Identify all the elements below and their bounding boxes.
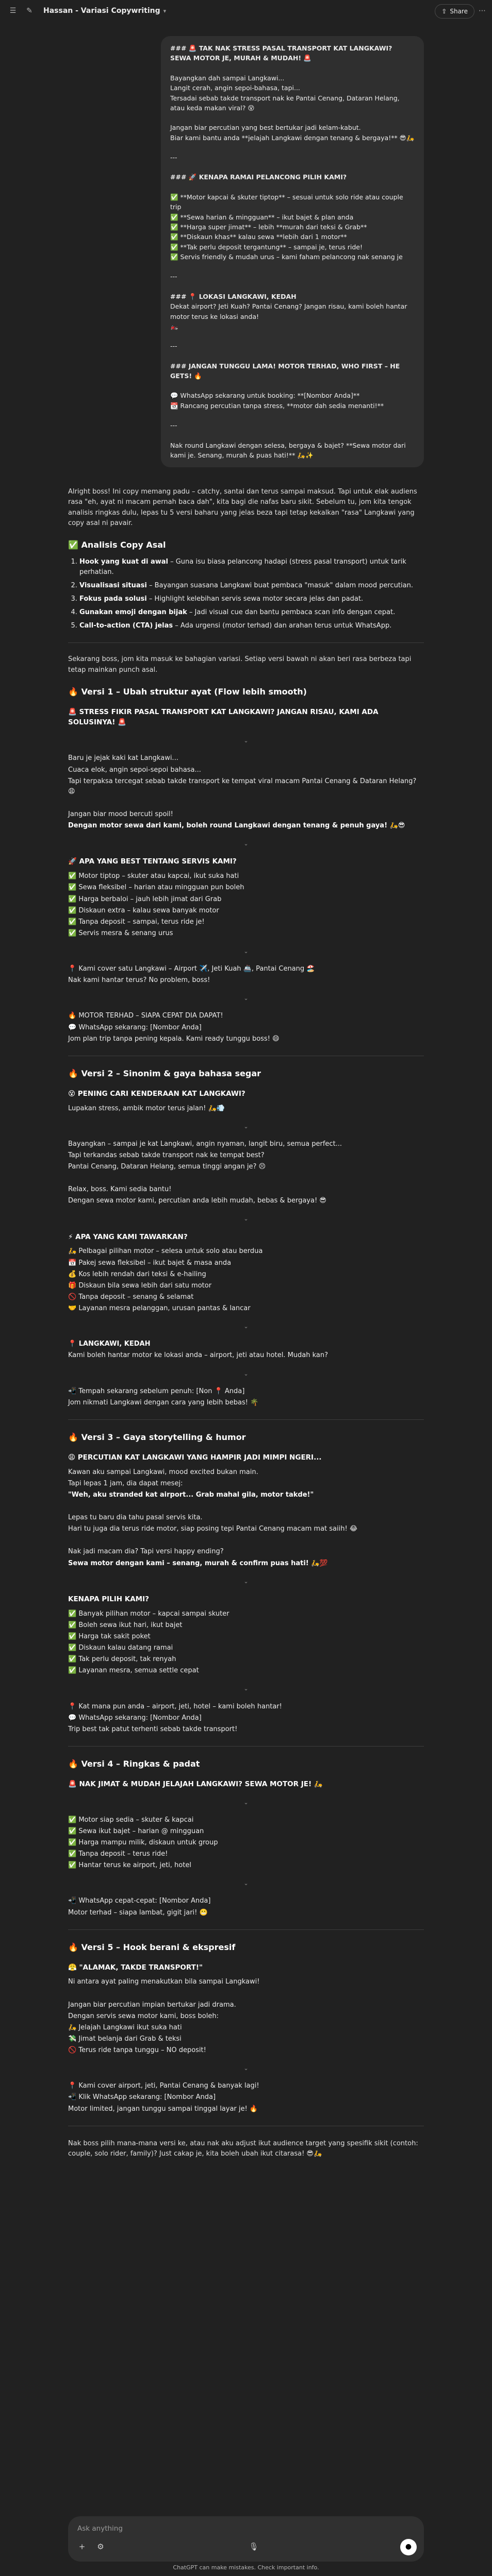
- version-line: [68, 1501, 424, 1512]
- plus-icon[interactable]: +: [78, 2542, 86, 2552]
- version-line: Tapi lepas 1 jam, dia dapat mesej:: [68, 1479, 183, 1487]
- divider: [68, 642, 424, 643]
- version-line: ✅ Tanpa deposit – terus ride!: [68, 1850, 168, 1858]
- version-line: 🤝 Layanan mesra pelanggan, urusan pantas & lancar: [68, 1304, 251, 1313]
- user-message-line: Langit cerah, angin sepoi-bahasa, tapi...: [170, 84, 300, 92]
- analysis-item-text: – Jadi visual cue dan bantu pembaca scan info dengan cepat.: [187, 608, 396, 617]
- transition-text: Sekarang boss, jom kita masuk ke bahagian variasi. Setiap versi bawah ni akan beri rasa berbeza tapi tetap mainkan punch asal.: [68, 655, 412, 674]
- version-subheading: KENAPA PILIH KAMI?: [68, 1595, 149, 1603]
- user-message-line: Dekat airport? Jeti Kuah? Pantai Cenang? Jangan risau, kami boleh hantar motor terus ke lokasi anda!: [170, 302, 409, 320]
- chevron-down-icon[interactable]: ▾: [163, 8, 167, 15]
- user-message-line: Nak round Langkawi dengan selesa, bergaya & bajet? **Sewa motor dari kami je. Senang, murah & puas hati!** 🛵✨: [170, 441, 408, 459]
- top-bar: [0, 0, 492, 23]
- analysis-item: [79, 594, 424, 604]
- version-line: ✅ Harga tak sakit poket: [68, 1632, 151, 1640]
- assistant-intro: Alright boss! Ini copy memang padu – catchy, santai dan terus sampai maksud. Tapi untuk elak audiens rasa "eh, ayat ni macam pernah baca dah", kita bagi die nafas baru sikit. Sebelum tu, jom kita tengok analisis ringkas dulu, lepas tu 5 versi baharu yang jelas beza tapi tetap kekalkan "rasa" Langkawi yang copy asal ni pavair.: [68, 488, 417, 527]
- version-line: Dengan motor sewa dari kami, boleh round Langkawi dengan tenang & penuh gaya! 🛵😎: [68, 822, 405, 830]
- version-section: [68, 686, 424, 1056]
- version-line: 📅 Pakej sewa fleksibel – ikut bajet & masa anda: [68, 1259, 232, 1267]
- user-message-line: ✅ Servis friendly & mudah urus – kami faham pelancong nak senang je: [170, 253, 403, 261]
- version-title: 🔥 Versi 1 – Ubah struktur ayat (Flow lebih smooth): [68, 686, 307, 697]
- block-separator: ⌄: [243, 995, 249, 1002]
- user-message-line: Tersadai sebab takde transport nak ke Pantai Cenang, Dataran Helang, atau keda makan viral? 😵: [170, 94, 402, 112]
- user-message-line: [170, 411, 415, 420]
- block-separator: ⌄: [243, 840, 249, 848]
- version-block: [68, 856, 424, 939]
- version-block: [68, 707, 424, 728]
- block-separator: ⌄: [243, 2065, 249, 2072]
- version-line: ✅ Sewa ikut bajet – harian @ mingguan: [68, 1827, 204, 1835]
- user-message-line: ---: [170, 342, 177, 350]
- version-line: 🚫 Tanpa deposit – senang & selamat: [68, 1293, 194, 1301]
- version-line: Hari tu juga dia terus ride motor, siap posing tepi Pantai Cenang macam mat saiih! 😂: [68, 1525, 358, 1533]
- version-line: 📲 Klik WhatsApp sekarang: [Nombor Anda]: [68, 2093, 216, 2102]
- version-subheading: 🚨 STRESS FIKIR PASAL TRANSPORT KAT LANGKAWI? JANGAN RISAU, KAMI ADA SOLUSINYA! 🚨: [68, 707, 379, 727]
- user-message-line: [170, 331, 415, 341]
- version-block: [68, 1339, 424, 1361]
- version-title: 🔥 Versi 2 – Sinonim & gaya bahasa segar: [68, 1068, 261, 1078]
- analysis-item: [79, 581, 424, 591]
- version-block: [68, 1962, 424, 2056]
- version-line: ✅ Boleh sewa ikut hari, ikut bajet: [68, 1621, 183, 1629]
- version-block: [68, 1089, 424, 1114]
- version-line: 💸 Jimat belanja dari Grab & teksi: [68, 2035, 182, 2043]
- versions-container: [68, 686, 424, 2126]
- version-title: 🔥 Versi 4 – Ringkas & padat: [68, 1758, 200, 1769]
- version-line: Relax, boss. Kami sedia bantu!: [68, 1185, 172, 1194]
- analysis-item-text: – Guna isu biasa pelancong hadapi (stress pasal transport) untuk tarik perhatian.: [79, 557, 406, 576]
- version-line: 💬 WhatsApp sekarang: [Nombor Anda]: [68, 1714, 202, 1722]
- version-block: [68, 1779, 424, 1790]
- version-line: ✅ Banyak pilihan motor – kapcai sampai skuter: [68, 1609, 229, 1618]
- analysis-item-title: Fokus pada solusi: [79, 595, 147, 603]
- divider: [68, 1929, 424, 1930]
- version-block: [68, 753, 424, 831]
- analysis-item: [79, 621, 424, 631]
- version-title: 🔥 Versi 3 – Gaya storytelling & humor: [68, 1432, 246, 1442]
- version-block: [68, 1815, 424, 1871]
- sidebar-toggle-icon[interactable]: ☰: [9, 7, 17, 15]
- block-separator: ⌄: [243, 1880, 249, 1887]
- chat-title[interactable]: Hassan - Variasi Copywriting: [43, 7, 160, 15]
- version-line: Kawan aku sampai Langkawi, mood excited bukan main.: [68, 1468, 258, 1476]
- version-line: 📲 Tempah sekarang sebelum penuh: [Non 📍 Anda]: [68, 1387, 245, 1395]
- version-block: [68, 1011, 424, 1044]
- version-line: Tapi terkandas sebab takde transport nak ke tempat best?: [68, 1151, 265, 1159]
- share-icon: ⇪: [441, 7, 447, 15]
- version-line: Dengan servis sewa motor kami, boss boleh:: [68, 2012, 219, 2020]
- divider: [68, 1746, 424, 1747]
- analysis-list: [68, 557, 424, 632]
- version-line: [68, 1989, 424, 1999]
- version-line: Dengan sewa motor kami, percutian anda lebih mudah, bebas & bergaya! 😎: [68, 1197, 326, 1205]
- version-line: 🛵 Pelbagai pilihan motor – selesa untuk solo atau berdua: [68, 1247, 263, 1256]
- user-message-line: 🏍️: [170, 322, 178, 330]
- version-line: ✅ Sewa fleksibel – harian atau mingguan pun boleh: [68, 884, 244, 892]
- version-line: Motor terhad – siapa lambat, gigit jari! 😬: [68, 1908, 208, 1917]
- version-subheading: 😤 "ALAMAK, TAKDE TRANSPORT!": [68, 1963, 203, 1972]
- version-line: ✅ Diskaun extra – kalau sewa banyak motor: [68, 906, 219, 914]
- user-message-line: [170, 351, 415, 361]
- analysis-item-text: – Ada urgensi (motor terhad) dan arahan terus untuk WhatsApp.: [173, 622, 392, 630]
- version-block: [68, 1232, 424, 1314]
- version-line: ✅ Servis mesra & senang urus: [68, 929, 173, 937]
- version-title: 🔥 Versi 5 – Hook berani & ekspresif: [68, 1942, 236, 1952]
- analysis-item-title: Hook yang kuat di awal: [79, 557, 168, 566]
- user-message-line: ✅ **Sewa harian & mingguan** – ikut bajet & plan anda: [170, 213, 354, 221]
- voice-mode-button[interactable]: ●: [400, 2539, 417, 2555]
- user-message-line: [170, 282, 415, 292]
- user-message-line: [170, 381, 415, 391]
- version-line: Lepas tu baru dia tahu pasal servis kita.: [68, 1514, 203, 1522]
- user-message-line: ---: [170, 421, 177, 430]
- version-block: [68, 1452, 424, 1569]
- user-message-line: ### JANGAN TUNGGU LAMA! MOTOR TERHAD, WHO FIRST – HE GETS! 🔥: [170, 362, 402, 380]
- version-subheading: 🚨 NAK JIMAT & MUDAH JELAJAH LANGKAWI? SEWA MOTOR JE! 🛵: [68, 1780, 323, 1788]
- version-line: 📲 WhatsApp cepat-cepat: [Nombor Anda]: [68, 1897, 211, 1905]
- version-block: [68, 2081, 424, 2114]
- version-block: [68, 964, 424, 986]
- user-message-line: [170, 143, 415, 152]
- version-line: Cuaca elok, angin sepoi-sepoi bahasa...: [68, 766, 201, 774]
- version-block: [68, 1139, 424, 1207]
- user-message-line: [170, 113, 415, 123]
- new-chat-icon[interactable]: ✎: [26, 7, 32, 15]
- version-line: [68, 798, 424, 808]
- version-line: 📍 Kami cover satu Langkawi – Airport ✈️, Jeti Kuah 🚢, Pantai Cenang 🏖️: [68, 965, 315, 973]
- message-input[interactable]: Ask anything: [77, 2524, 123, 2533]
- version-line: 🔥 MOTOR TERHAD – SIAPA CEPAT DIA DAPAT!: [68, 1012, 223, 1020]
- user-message-line: Bayangkan dah sampai Langkawi...: [170, 74, 285, 82]
- user-message-line: [170, 63, 415, 73]
- user-message-line: [170, 431, 415, 440]
- version-line: Baru je jejak kaki kat Langkawi...: [68, 754, 178, 762]
- user-message-line: ---: [170, 154, 177, 161]
- version-line: Bayangkan – sampai je kat Langkawi, angin nyaman, langit biru, semua perfect...: [68, 1140, 342, 1148]
- version-line: ✅ Tak perlu deposit, tak renyah: [68, 1655, 176, 1664]
- user-message-line: ### 📍 LOKASI LANGKAWI, KEDAH: [170, 292, 297, 300]
- version-line: ✅ Motor siap sedia – skuter & kapcai: [68, 1816, 194, 1824]
- block-separator: ⌄: [243, 948, 249, 955]
- version-line: Jangan biar percutian impian bertukar jadi drama.: [68, 2001, 236, 2009]
- user-message-line: [170, 162, 415, 172]
- user-message-line: ✅ **Motor kapcai & skuter tiptop** – sesuai untuk solo ride atau couple trip: [170, 193, 405, 211]
- user-message-line: ✅ **Tak perlu deposit tergantung** – sampai je, terus ride!: [170, 243, 363, 251]
- version-section: [68, 1431, 424, 1747]
- version-line: ✅ Harga berbaloi – jauh lebih jimat dari Grab: [68, 895, 222, 903]
- version-subheading: ⚡ APA YANG KAMI TAWARKAN?: [68, 1232, 188, 1241]
- analysis-item: [79, 607, 424, 618]
- user-message-line: 💬 WhatsApp sekarang untuk booking: **[Nombor Anda]**: [170, 392, 360, 400]
- version-line: [68, 1173, 424, 1183]
- version-line: ✅ Diskaun kalau datang ramai: [68, 1644, 173, 1652]
- user-message-bubble: [161, 36, 424, 467]
- analysis-item-title: Gunakan emoji dengan bijak: [79, 608, 187, 617]
- version-subheading: 🚀 APA YANG BEST TENTANG SERVIS KAMI?: [68, 857, 237, 866]
- composer[interactable]: [68, 2516, 424, 2562]
- user-message-line: [170, 262, 415, 272]
- version-block: [68, 1702, 424, 1735]
- analysis-item-text: – Highlight kelebihan servis sewa motor secara jelas dan padat.: [146, 595, 364, 603]
- user-message-line: Jangan biar percutian yang best bertukar jadi kelam-kabut.: [170, 124, 361, 132]
- version-line: Sewa motor dengan kami – senang, murah & confirm puas hati! 🛵💯: [68, 1559, 328, 1567]
- version-line: Ni antara ayat paling menakutkan bila sampai Langkawi!: [68, 1978, 260, 1986]
- conversation: [68, 0, 424, 2236]
- version-section: [68, 1941, 424, 2126]
- analysis-heading: ✅ Analisis Copy Asal: [68, 539, 166, 550]
- version-line: ✅ Harga mampu milik, diskaun untuk group: [68, 1838, 218, 1846]
- version-block: [68, 1594, 424, 1676]
- version-line: Jom plan trip tanpa pening kepala. Kami ready tunggu boss! 😄: [68, 1035, 280, 1043]
- tools-icon[interactable]: ⚙: [97, 2542, 104, 2552]
- version-line: ✅ Tanpa deposit – sampai, terus ride je!: [68, 918, 205, 926]
- version-line: Pantai Cenang, Dataran Helang, semua tinggi angan je? 😣: [68, 1163, 266, 1171]
- version-section: [68, 1067, 424, 1420]
- version-line: 📍 Kami cover airport, jeti, Pantai Cenang & banyak lagi!: [68, 2082, 259, 2090]
- version-block: [68, 1896, 424, 1918]
- version-line: 📍 Kat mana pun anda – airport, jeti, hotel – kami boleh hantar!: [68, 1702, 282, 1710]
- disclaimer: ChatGPT can make mistakes. Check important info.: [173, 2564, 319, 2571]
- user-message-line: [170, 182, 415, 192]
- version-line: ✅ Hantar terus ke airport, jeti, hotel: [68, 1861, 191, 1870]
- version-line: [68, 1535, 424, 1546]
- block-separator: ⌄: [243, 1215, 249, 1223]
- user-message-line: ---: [170, 273, 177, 281]
- version-subheading: 😵 PENING CARI KENDERAAN KAT LANGKAWI?: [68, 1089, 245, 1098]
- closing-text: Nak boss pilih mana-mana versi ke, atau nak aku adjust ikut audience target yang spesifik sikit (contoh: couple, solo rider, family)? Just cakap je, kita boleh ubah ikut citarasa! 😎🛵: [68, 2139, 418, 2158]
- analysis-item: [79, 557, 424, 578]
- user-message-line: ### 🚀 KENAPA RAMAI PELANCONG PILIH KAMI?: [170, 173, 347, 181]
- share-label: Share: [450, 7, 468, 15]
- user-message-line: 📆 Rancang percutian tanpa stress, **motor dah sedia menanti!**: [170, 401, 384, 410]
- version-line: 💰 Kos lebih rendah dari teksi & e-hailing: [68, 1270, 206, 1278]
- version-block: [68, 1386, 424, 1408]
- version-line: Lupakan stress, ambik motor terus jalan! 🛵💨: [68, 1104, 225, 1112]
- version-line: Nak kami hantar terus? No problem, boss!: [68, 976, 210, 985]
- block-separator: ⌄: [243, 1370, 249, 1377]
- assistant-message: [68, 487, 424, 2159]
- version-line: Tapi terpaksa tercegat sebab takde transport ke tempat viral macam Pantai Cenang & Dataran Helang? 😩: [68, 777, 417, 795]
- block-separator: ⌄: [243, 1799, 249, 1806]
- version-line: 📍 LANGKAWI, KEDAH: [68, 1340, 151, 1348]
- version-line: Kami boleh hantar motor ke lokasi anda – airport, jeti atau hotel. Mudah kan?: [68, 1351, 329, 1360]
- version-line: "Weh, aku stranded kat airport... Grab mahal gila, motor takde!": [68, 1490, 314, 1499]
- user-message-line: ✅ **Harga super jimat** – lebih **murah dari teksi & Grab**: [170, 223, 367, 231]
- version-line: 🛵 Jelajah Langkawi ikut suka hati: [68, 2023, 182, 2031]
- version-line: Motor limited, jangan tunggu sampai tinggal layar je! 🔥: [68, 2105, 258, 2113]
- block-separator: ⌄: [243, 1323, 249, 1330]
- block-separator: ⌄: [243, 1685, 249, 1692]
- version-line: ✅ Motor tiptop – skuter atau kapcai, ikut suka hati: [68, 872, 239, 880]
- more-options-icon[interactable]: ⋯: [479, 7, 486, 15]
- user-message-line: ✅ **Diskaun khas** kalau sewa **lebih dari 1 motor**: [170, 233, 347, 241]
- version-line: ✅ Layanan mesra, semua settle cepat: [68, 1667, 199, 1675]
- version-line: Jom nikmati Langkawi dengan cara yang lebih bebas! 🌴: [68, 1398, 259, 1406]
- version-subheading: 😩 PERCUTIAN KAT LANGKAWI YANG HAMPIR JADI MIMPI NGERI...: [68, 1453, 322, 1462]
- version-line: Nak jadi macam dia? Tapi versi happy ending?: [68, 1548, 224, 1556]
- analysis-item-title: Call-to-action (CTA) jelas: [79, 622, 173, 630]
- version-line: Jangan biar mood bercuti spoil!: [68, 810, 173, 818]
- analysis-item-text: – Bayangan suasana Langkawi buat pembaca "masuk" dalam mood percutian.: [146, 581, 413, 589]
- block-separator: ⌄: [243, 737, 249, 744]
- version-line: 🎁 Diskaun bila sewa lebih dari satu motor: [68, 1281, 212, 1290]
- version-section: [68, 1758, 424, 1930]
- version-line: Trip best tak patut terhenti sebab takde transport!: [68, 1725, 238, 1733]
- block-separator: ⌄: [243, 1578, 249, 1585]
- version-line: 💬 WhatsApp sekarang: [Nombor Anda]: [68, 1023, 202, 1031]
- divider: [68, 1419, 424, 1420]
- analysis-item-title: Visualisasi situasi: [79, 581, 147, 589]
- user-message-line: ### 🚨 TAK NAK STRESS PASAL TRANSPORT KAT LANGKAWI? SEWA MOTOR JE, MURAH & MUDAH! 🚨: [170, 44, 395, 62]
- user-message-line: Biar kami bantu anda **jelajah Langkawi dengan tenang & bergaya!** 😎🛵: [170, 133, 415, 142]
- share-button[interactable]: [435, 4, 474, 19]
- block-separator: ⌄: [243, 1123, 249, 1130]
- mic-icon[interactable]: 🎙: [249, 2542, 259, 2552]
- version-line: 🚫 Terus ride tanpa tunggu – NO deposit!: [68, 2046, 206, 2055]
